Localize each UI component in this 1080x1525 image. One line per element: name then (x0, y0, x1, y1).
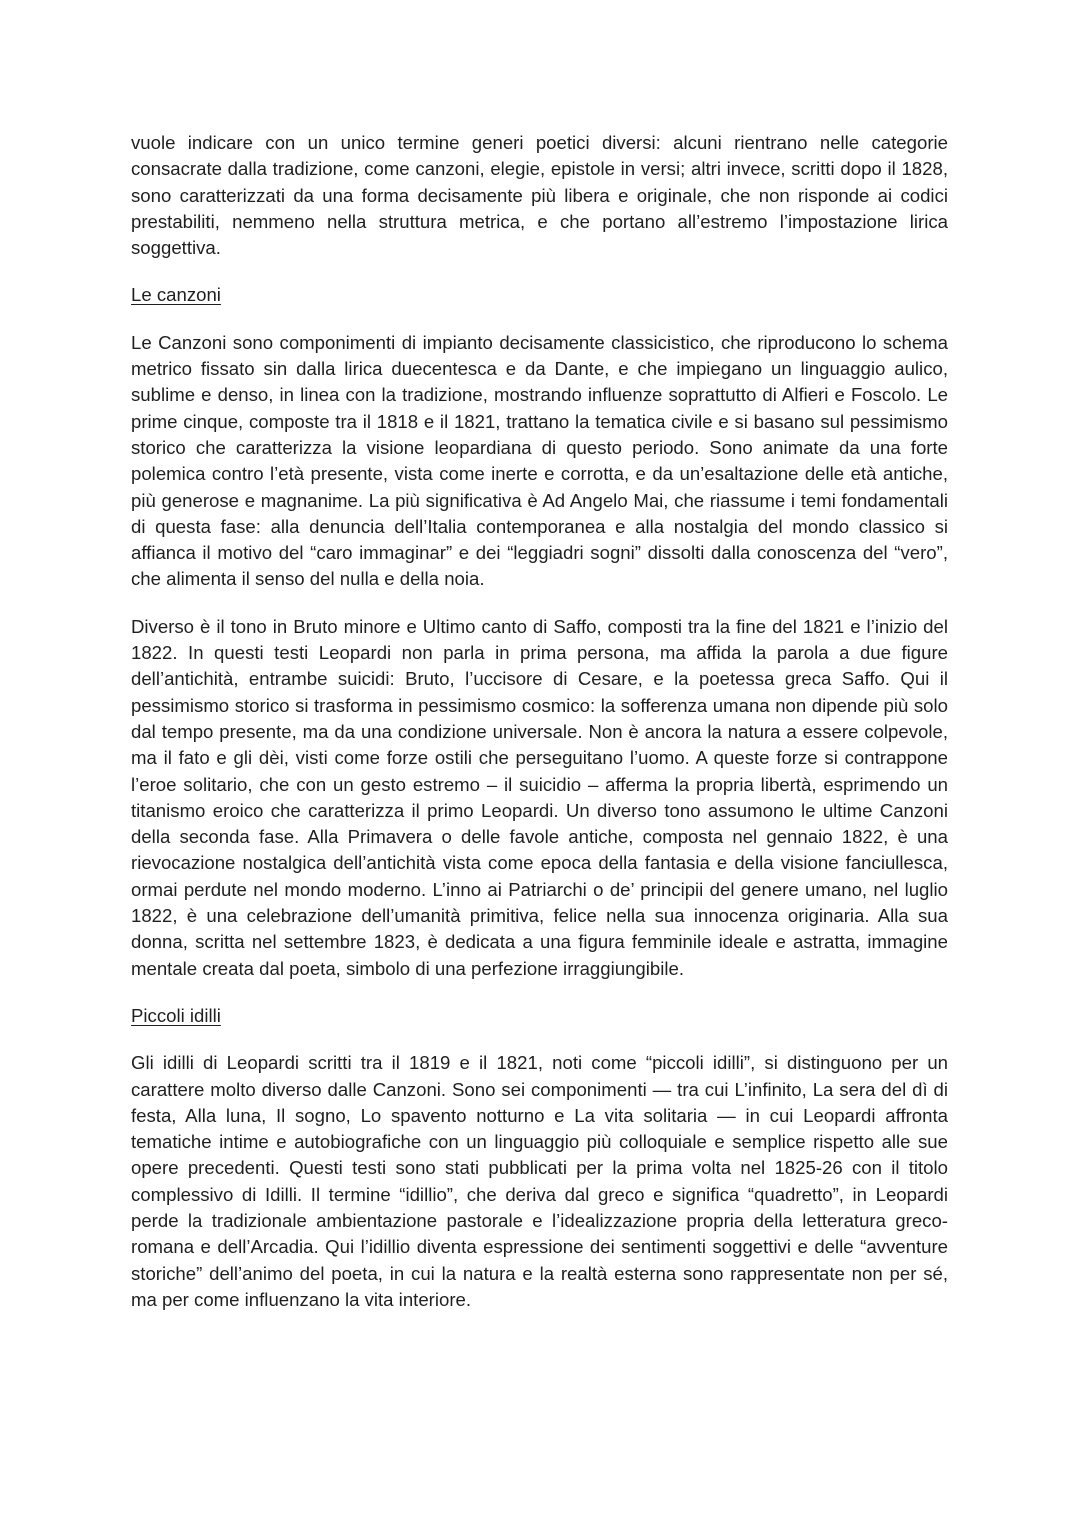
canzoni-paragraph-2: Diverso è il tono in Bruto minore e Ultimo canto di Saffo, composti tra la fine del 1821 e l’inizio del 1822. In questi testi Leopardi non parla in prima persona, ma affida la parola a due figure dell’antichità, entrambe suicidi: Bruto, l’uccisore di Cesare, e la poetessa greca Saffo. Qui il pessimismo storico si trasforma in pessimismo cosmico: la sofferenza umana non dipende più solo dal tempo presente, ma da una condizione universale. Non è ancora la natura a essere colpevole, ma il fato e gli dèi, visti come forze ostili che perseguitano l’uomo. A queste forze si contrappone l’eroe solitario, che con un gesto estremo – il suicidio – afferma la propria libertà, esprimendo un titanismo eroico che caratterizza il primo Leopardi. Un diverso tono assumono le ultime Canzoni della seconda fase. Alla Primavera o delle favole antiche, composta nel gennaio 1822, è una rievocazione nostalgica dell’antichità vista come epoca della fantasia e della visione fanciullesca, ormai perdute nel mondo moderno. L’inno ai Patriarchi o de’ principii del genere umano, nel luglio 1822, è una celebrazione dell’umanità primitiva, felice nella sua innocenza originaria. Alla sua donna, scritta nel settembre 1823, è dedicata a una figura femminile ideale e astratta, immagine mentale creata dal poeta, simbolo di una perfezione irraggiungibile. (131, 615, 948, 979)
canzoni-paragraph-1: Le Canzoni sono componimenti di impianto decisamente classicistico, che riproducono lo schema metrico fissato sin dalla lirica duecentesca e da Dante, e che impiegano un linguaggio aulico, sublime e denso, in linea con la tradizione, mostrando influenze soprattutto di Alfieri e Foscolo. Le prime cinque, composte tra il 1818 e il 1821, trattano la tematica civile e si basano sul pessimismo storico che caratterizza la visione leopardiana di questo periodo. Sono animate da una forte polemica contro l’età presente, vista come inerte e corrotta, e da un’esaltazione delle età antiche, più generose e magnanime. La più significativa è Ad Angelo Mai, che riassume i temi fondamentali di questa fase: alla denuncia dell’Italia contemporanea e alla nostalgia del mondo classico si affianca il motivo del “caro immaginar” e dei “leggiadri sogni” dissolti dalla conoscenza del “vero”, che alimenta il senso del nulla e della noia. (131, 331, 948, 590)
intro-paragraph: vuole indicare con un unico termine generi poetici diversi: alcuni rientrano nelle categorie consacrate dalla tradizione, come canzoni, elegie, epistole in versi; altri invece, scritti dopo il 1828, sono caratterizzati da una forma decisamente più libera e originale, che non risponde ai codici prestabiliti, nemmeno nella struttura metrica, e che portano all’estremo l’impostazione lirica soggettiva. (131, 132, 948, 259)
document-page (131, 130, 948, 1313)
idilli-paragraph-1: Gli idilli di Leopardi scritti tra il 1819 e il 1821, noti come “piccoli idilli”, si distinguono per un carattere molto diverso dalle Canzoni. Sono sei componimenti — tra cui L’infinito, La sera del dì di festa, Alla luna, Il sogno, Lo spavento notturno e La vita solitaria — in cui Leopardi affronta tematiche intime e autobiografiche con un linguaggio più colloquiale e semplice rispetto alle sue opere precedenti. Questi testi sono stati pubblicati per la prima volta nel 1825-26 con il titolo complessivo di Idilli. Il termine “idillio”, che deriva dal greco e significa “quadretto”, in Leopardi perde la tradizionale ambientazione pastorale e l’idealizzazione propria della letteratura greco-romana e dell’Arcadia. Qui l’idillio diventa espressione dei sentimenti soggettivi e delle “avventure storiche” dell’animo del poeta, in cui la natura e la realtà esterna sono rappresentate non per sé, ma per come influenzano la vita interiore. (131, 1052, 948, 1310)
section-heading-canzoni: Le canzoni (131, 284, 221, 306)
section-heading-piccoli-idilli: Piccoli idilli (131, 1004, 221, 1026)
